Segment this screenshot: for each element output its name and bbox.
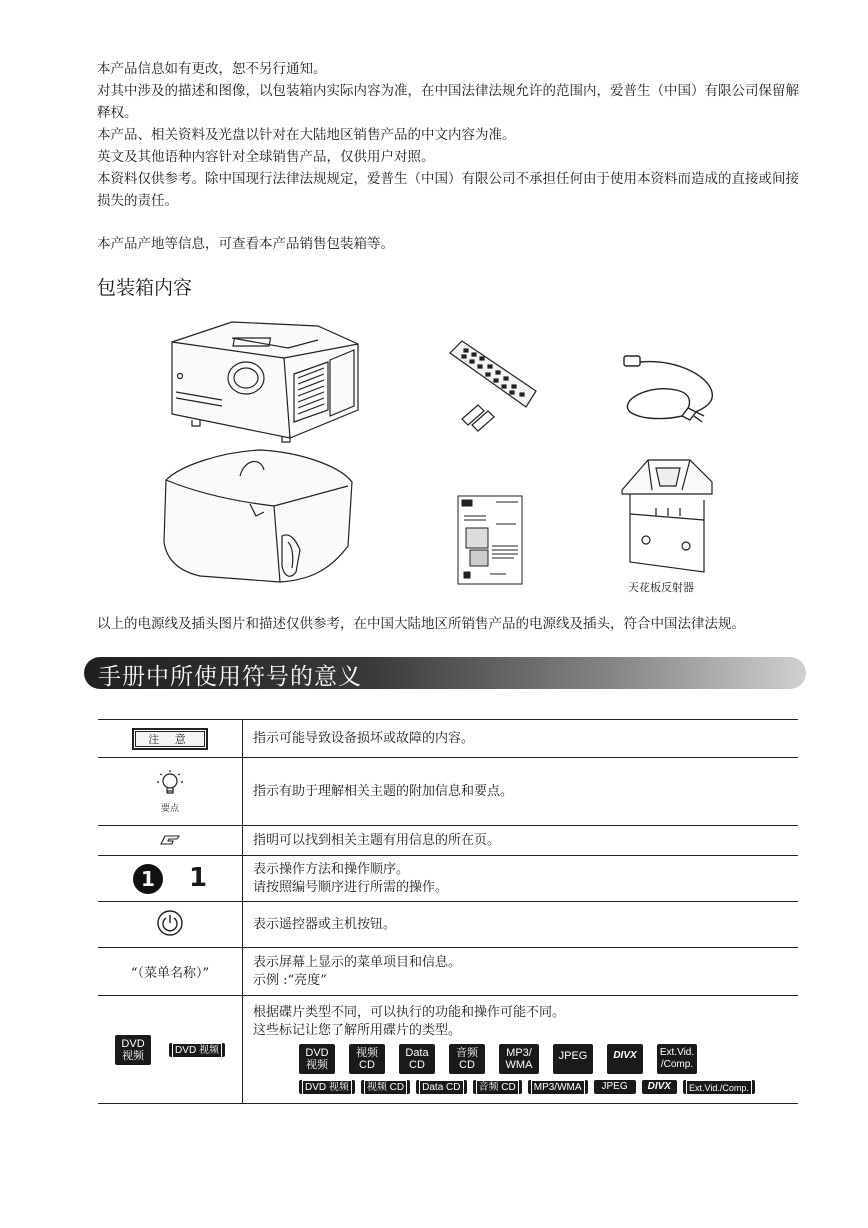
section-banner (84, 657, 806, 689)
pointing-hand-icon (159, 832, 181, 846)
badge-line: /Comp. (660, 1059, 694, 1070)
disc-badge-large (499, 1044, 539, 1074)
power-cord-illustration (620, 350, 720, 430)
badge-line: 视频 (306, 1059, 328, 1071)
dvd-video-badge-small (169, 1043, 225, 1057)
badge-line: MP3/ (506, 1047, 532, 1059)
badge-text: DVD 视频 (302, 1080, 352, 1096)
disc-desc-line: 这些标记让您了解所用碟片的类型。 (253, 1023, 462, 1038)
menu-desc-line: 示例 :“亮度” (253, 972, 327, 988)
disc-badges-large (253, 1044, 798, 1074)
table-row (98, 902, 798, 948)
table-row (98, 996, 798, 1104)
disc-badge-large (349, 1044, 385, 1074)
section-title: 包装箱内容 (97, 277, 193, 299)
tip-description: 指示有助于理解相关主题的附加信息和要点。 (243, 758, 799, 826)
disc-badge-small (528, 1080, 588, 1094)
badge-line: 视频 (356, 1047, 378, 1059)
menu-name-symbol: “（菜单名称）” (98, 948, 243, 996)
origin-note (97, 233, 805, 255)
disc-badge-large (299, 1044, 335, 1074)
disc-desc-line: 根据碟片类型不同，可以执行的功能和操作可能不同。 (253, 1005, 566, 1020)
manual-illustration (456, 494, 526, 586)
badge-line: WMA (505, 1059, 533, 1071)
badge-text: 音频 CD (476, 1080, 519, 1096)
page-ref-description: 指明可以找到相关主题有用信息的所在页。 (243, 826, 799, 856)
disc-badges-small (253, 1078, 798, 1096)
disc-badge-small (642, 1080, 677, 1094)
disc-badge-small (416, 1080, 466, 1094)
symbol-cell (98, 902, 243, 948)
disc-badge-large (399, 1044, 435, 1074)
badge-line: CD (359, 1059, 375, 1071)
lightbulb-icon (155, 768, 185, 800)
symbol-cell (98, 720, 243, 758)
symbol-table (98, 719, 798, 1104)
table-row (98, 720, 798, 758)
symbol-cell (98, 758, 243, 826)
tip-label: 要点 (160, 804, 179, 814)
step-number: 1 (188, 863, 208, 893)
badge-text: JPEG (601, 1080, 628, 1092)
table-row (98, 856, 798, 902)
intro-line: 本产品信息如有更改，恕不另行通知。 (97, 61, 327, 77)
badge-text: Data CD (419, 1080, 463, 1096)
badge-text: MP3/WMA (531, 1080, 585, 1096)
badge-line: Ext.Vid. (659, 1047, 695, 1058)
badge-text: 视频 CD (364, 1080, 407, 1096)
intro-line: 对其中涉及的描述和图像，以包装箱内实际内容为准，在中国法律法规允许的范围内，爱普生（中国）有限公司保留解释权。 (97, 83, 799, 121)
table-row (98, 758, 798, 826)
disc-badge-small (361, 1080, 410, 1094)
power-button-icon (156, 909, 184, 937)
badge-line: DVD (121, 1037, 145, 1050)
badge-text: DIVX (647, 1080, 671, 1092)
badge-line: DIVX (613, 1050, 637, 1061)
reflector-caption: 天花板反射器 (628, 581, 694, 594)
menu-desc-line: 表示屏幕上显示的菜单项目和信息。 (253, 954, 462, 970)
badge-line: 视频 (122, 1049, 145, 1062)
step-description (243, 856, 799, 902)
badge-text: DVD 视频 (172, 1043, 222, 1059)
disc-badge-small (594, 1080, 636, 1094)
disc-description (243, 996, 799, 1104)
power-cord-note: 以上的电源线及插头图片和描述仅供参考，在中国大陆地区所销售产品的电源线及插头，符合中国法律法规。 (97, 616, 745, 632)
disc-badge-small (683, 1080, 755, 1094)
badge-line: 音频 (456, 1047, 478, 1059)
origin-note-text: 本产品产地等信息，可查看本产品销售包装箱等。 (97, 236, 394, 252)
step-desc-line: 表示操作方法和操作顺序。 (253, 861, 410, 877)
remote-control-illustration (444, 335, 540, 435)
intro-line: 本资料仅供参考。除中国现行法律法规规定，爱普生（中国）有限公司不承担任何由于使用本资料而造成的直接或间接损失的责任。 (97, 171, 799, 209)
disc-badge-large (553, 1044, 593, 1074)
intro-line: 英文及其他语种内容针对全球销售产品，仅供用户对照。 (97, 149, 435, 165)
symbol-cell (98, 996, 243, 1104)
disc-badge-small (473, 1080, 522, 1094)
disc-badge-small (299, 1080, 355, 1094)
caution-description: 指示可能导致设备损坏或故障的内容。 (243, 720, 799, 758)
ceiling-reflector-illustration (612, 454, 716, 578)
tip-symbol (155, 768, 185, 814)
dvd-video-badge-large (115, 1035, 151, 1065)
banner-title: 手册中所使用符号的意义 (98, 664, 362, 690)
intro-text (97, 58, 805, 212)
step-desc-line: 请按照编号顺序进行所需的操作。 (253, 879, 449, 895)
badge-line: DVD (305, 1047, 329, 1059)
caution-symbol: 注 意 (132, 728, 208, 750)
button-description: 表示遥控器或主机按钮。 (243, 902, 799, 948)
disc-badge-large (449, 1044, 485, 1074)
step-number-circle: 1 (133, 864, 163, 894)
table-row (98, 826, 798, 856)
badge-line: JPEG (558, 1050, 588, 1062)
symbol-cell (98, 826, 243, 856)
menu-description (243, 948, 799, 996)
badge-line: CD (409, 1059, 425, 1071)
badge-line: Data (405, 1047, 429, 1059)
disc-badge-large (657, 1044, 697, 1074)
badge-line: CD (459, 1059, 475, 1071)
projector-illustration (168, 318, 360, 446)
intro-line: 本产品、相关资料及光盘以针对在大陆地区销售产品的中文内容为准。 (97, 127, 516, 143)
carrying-case-illustration (160, 446, 360, 586)
badge-text: Ext.Vid./Comp. (686, 1080, 752, 1096)
symbol-cell (98, 856, 243, 902)
table-row (98, 948, 798, 996)
disc-badge-large (607, 1044, 643, 1074)
